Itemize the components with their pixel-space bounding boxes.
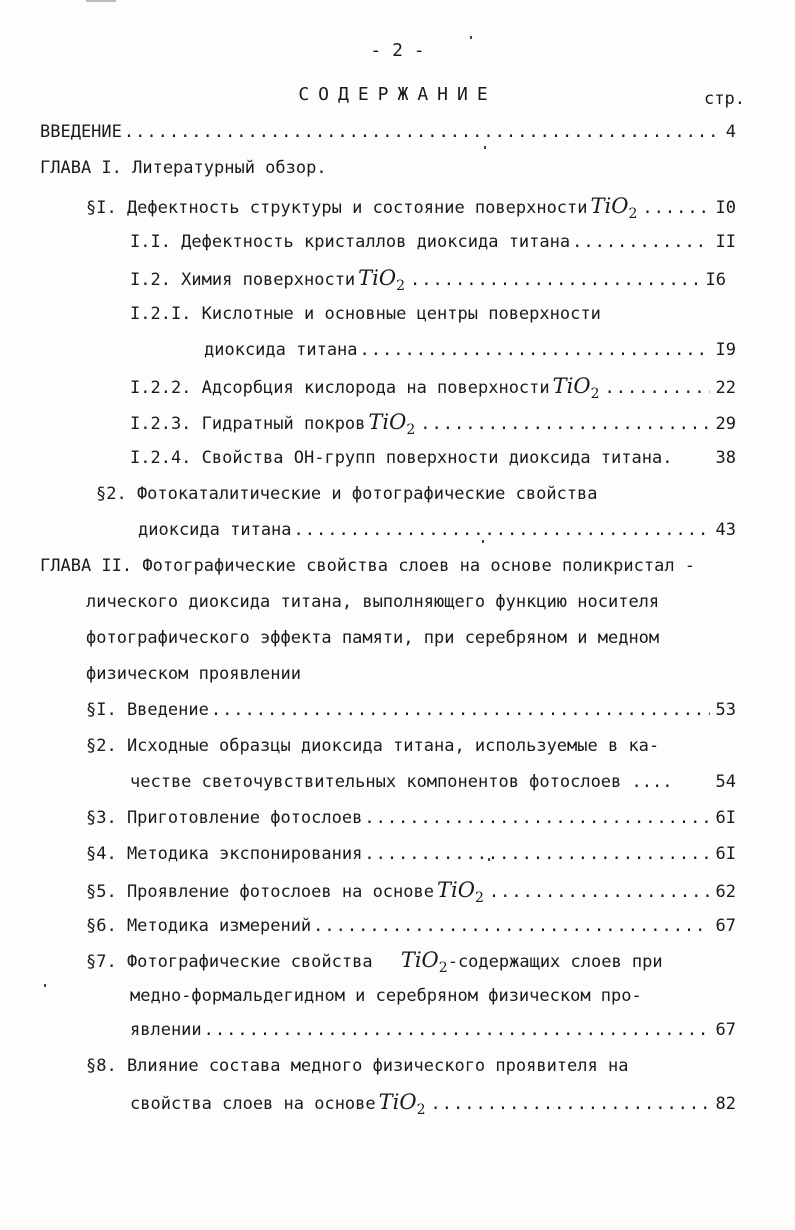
scan-speck	[484, 146, 486, 149]
page-title: СОДЕРЖАНИЕ	[298, 84, 497, 105]
toc-entry-c2-s2: §2. Исходные образцы диоксида титана, используемые в ка-	[86, 736, 660, 756]
formula-tio2: TiO$_2$	[358, 266, 406, 295]
toc-entry-s1-2-3: I.2.3. Гидратный покров TiO$_2$ ..... 29	[130, 410, 736, 434]
toc-entry-c2-s2-cont: честве светочувствительных компонентов фотослоев .... 54	[130, 772, 736, 792]
scan-speck	[488, 858, 490, 861]
formula-tio2: TiO$_2$	[552, 374, 600, 403]
toc-entry-c2-s7-cont: явлении ..... 67	[130, 1018, 736, 1042]
toc-entry-c2-s4: §4. Методика экспонирования ..... 6I	[86, 842, 736, 866]
toc-chapter-1: ГЛАВА I. Литературный обзор.	[40, 158, 327, 178]
toc-entry-c2-s7-line2: медно-формальдегидном и серебряном физическом про-	[130, 986, 642, 1006]
toc-page-num: 4	[725, 122, 736, 142]
toc-entry-c2-s8: §8. Влияние состава медного физического проявителя на	[86, 1056, 629, 1076]
toc-entry-s1-2-2: I.2.2. Адсорбция кислорода на поверхности TiO$_2$ ..... 22	[130, 374, 736, 398]
scan-speck	[482, 540, 484, 543]
toc-chapter-2-line3: фотографического эффекта памяти, при серебряном и медном	[86, 628, 660, 648]
toc-entry-intro: ВВЕДЕНИЕ ..... 4	[40, 120, 736, 144]
scan-speck	[470, 36, 472, 39]
scan-speck	[44, 984, 46, 987]
toc-chapter-2-line2: лического диоксида титана, выполняющего функцию носителя	[86, 592, 660, 612]
toc-entry-c2-s1: §I. Введение ..... 53	[86, 698, 736, 722]
scan-mark	[86, 0, 116, 2]
toc-entry-s1-2-1-cont: диоксида титана ..... I9	[204, 338, 736, 362]
toc-entry-c2-s8-cont: свойства слоев на основе TiO$_2$ ..... 82	[130, 1090, 736, 1114]
toc-entry-s2: §2. Фотокаталитические и фотографические свойства	[96, 484, 598, 504]
page-column-label: стр.	[704, 89, 745, 109]
toc-entry-c2-s6: §6. Методика измерений ..... 67	[86, 914, 736, 938]
toc-entry-s1-1: I.I. Дефектность кристаллов диоксида титана ..... II	[130, 230, 736, 254]
formula-tio2: TiO$_2$	[590, 194, 638, 223]
toc-entry-s1-2: I.2. Химия поверхности TiO$_2$ ..... I6	[130, 266, 726, 290]
toc-entry-c2-s5: §5. Проявление фотослоев на основе TiO$_2$ ..... 62	[86, 878, 736, 902]
toc-entry-s2-cont: диоксида титана ..... 43	[138, 518, 736, 542]
toc-entry-s1-2-4: I.2.4. Свойства ОН-групп поверхности диоксида титана. 38	[130, 448, 736, 468]
toc-entry-c2-s3: §3. Приготовление фотослоев ..... 6I	[86, 806, 736, 830]
formula-tio2: TiO$_2$	[437, 878, 484, 907]
toc-entry-c2-s7: §7. Фотографические свойства TiO$_2$-содержащих слоев при	[86, 948, 663, 977]
page-number: - 2 -	[370, 40, 425, 61]
toc-entry-s1: §I. Дефектность структуры и состояние поверхности TiO$_2$ ..... I0	[86, 194, 736, 218]
toc-entry-s1-2-1: I.2.I. Кислотные и основные центры поверхности	[130, 304, 601, 324]
formula-tio2: TiO$_2$	[400, 948, 448, 977]
toc-chapter-2: ГЛАВА II. Фотографические свойства слоев на основе поликристал -	[40, 556, 696, 576]
formula-tio2: TiO$_2$	[368, 410, 416, 439]
toc-chapter-2-line4: физическом проявлении	[86, 664, 301, 684]
formula-tio2: TiO$_2$	[378, 1090, 426, 1119]
